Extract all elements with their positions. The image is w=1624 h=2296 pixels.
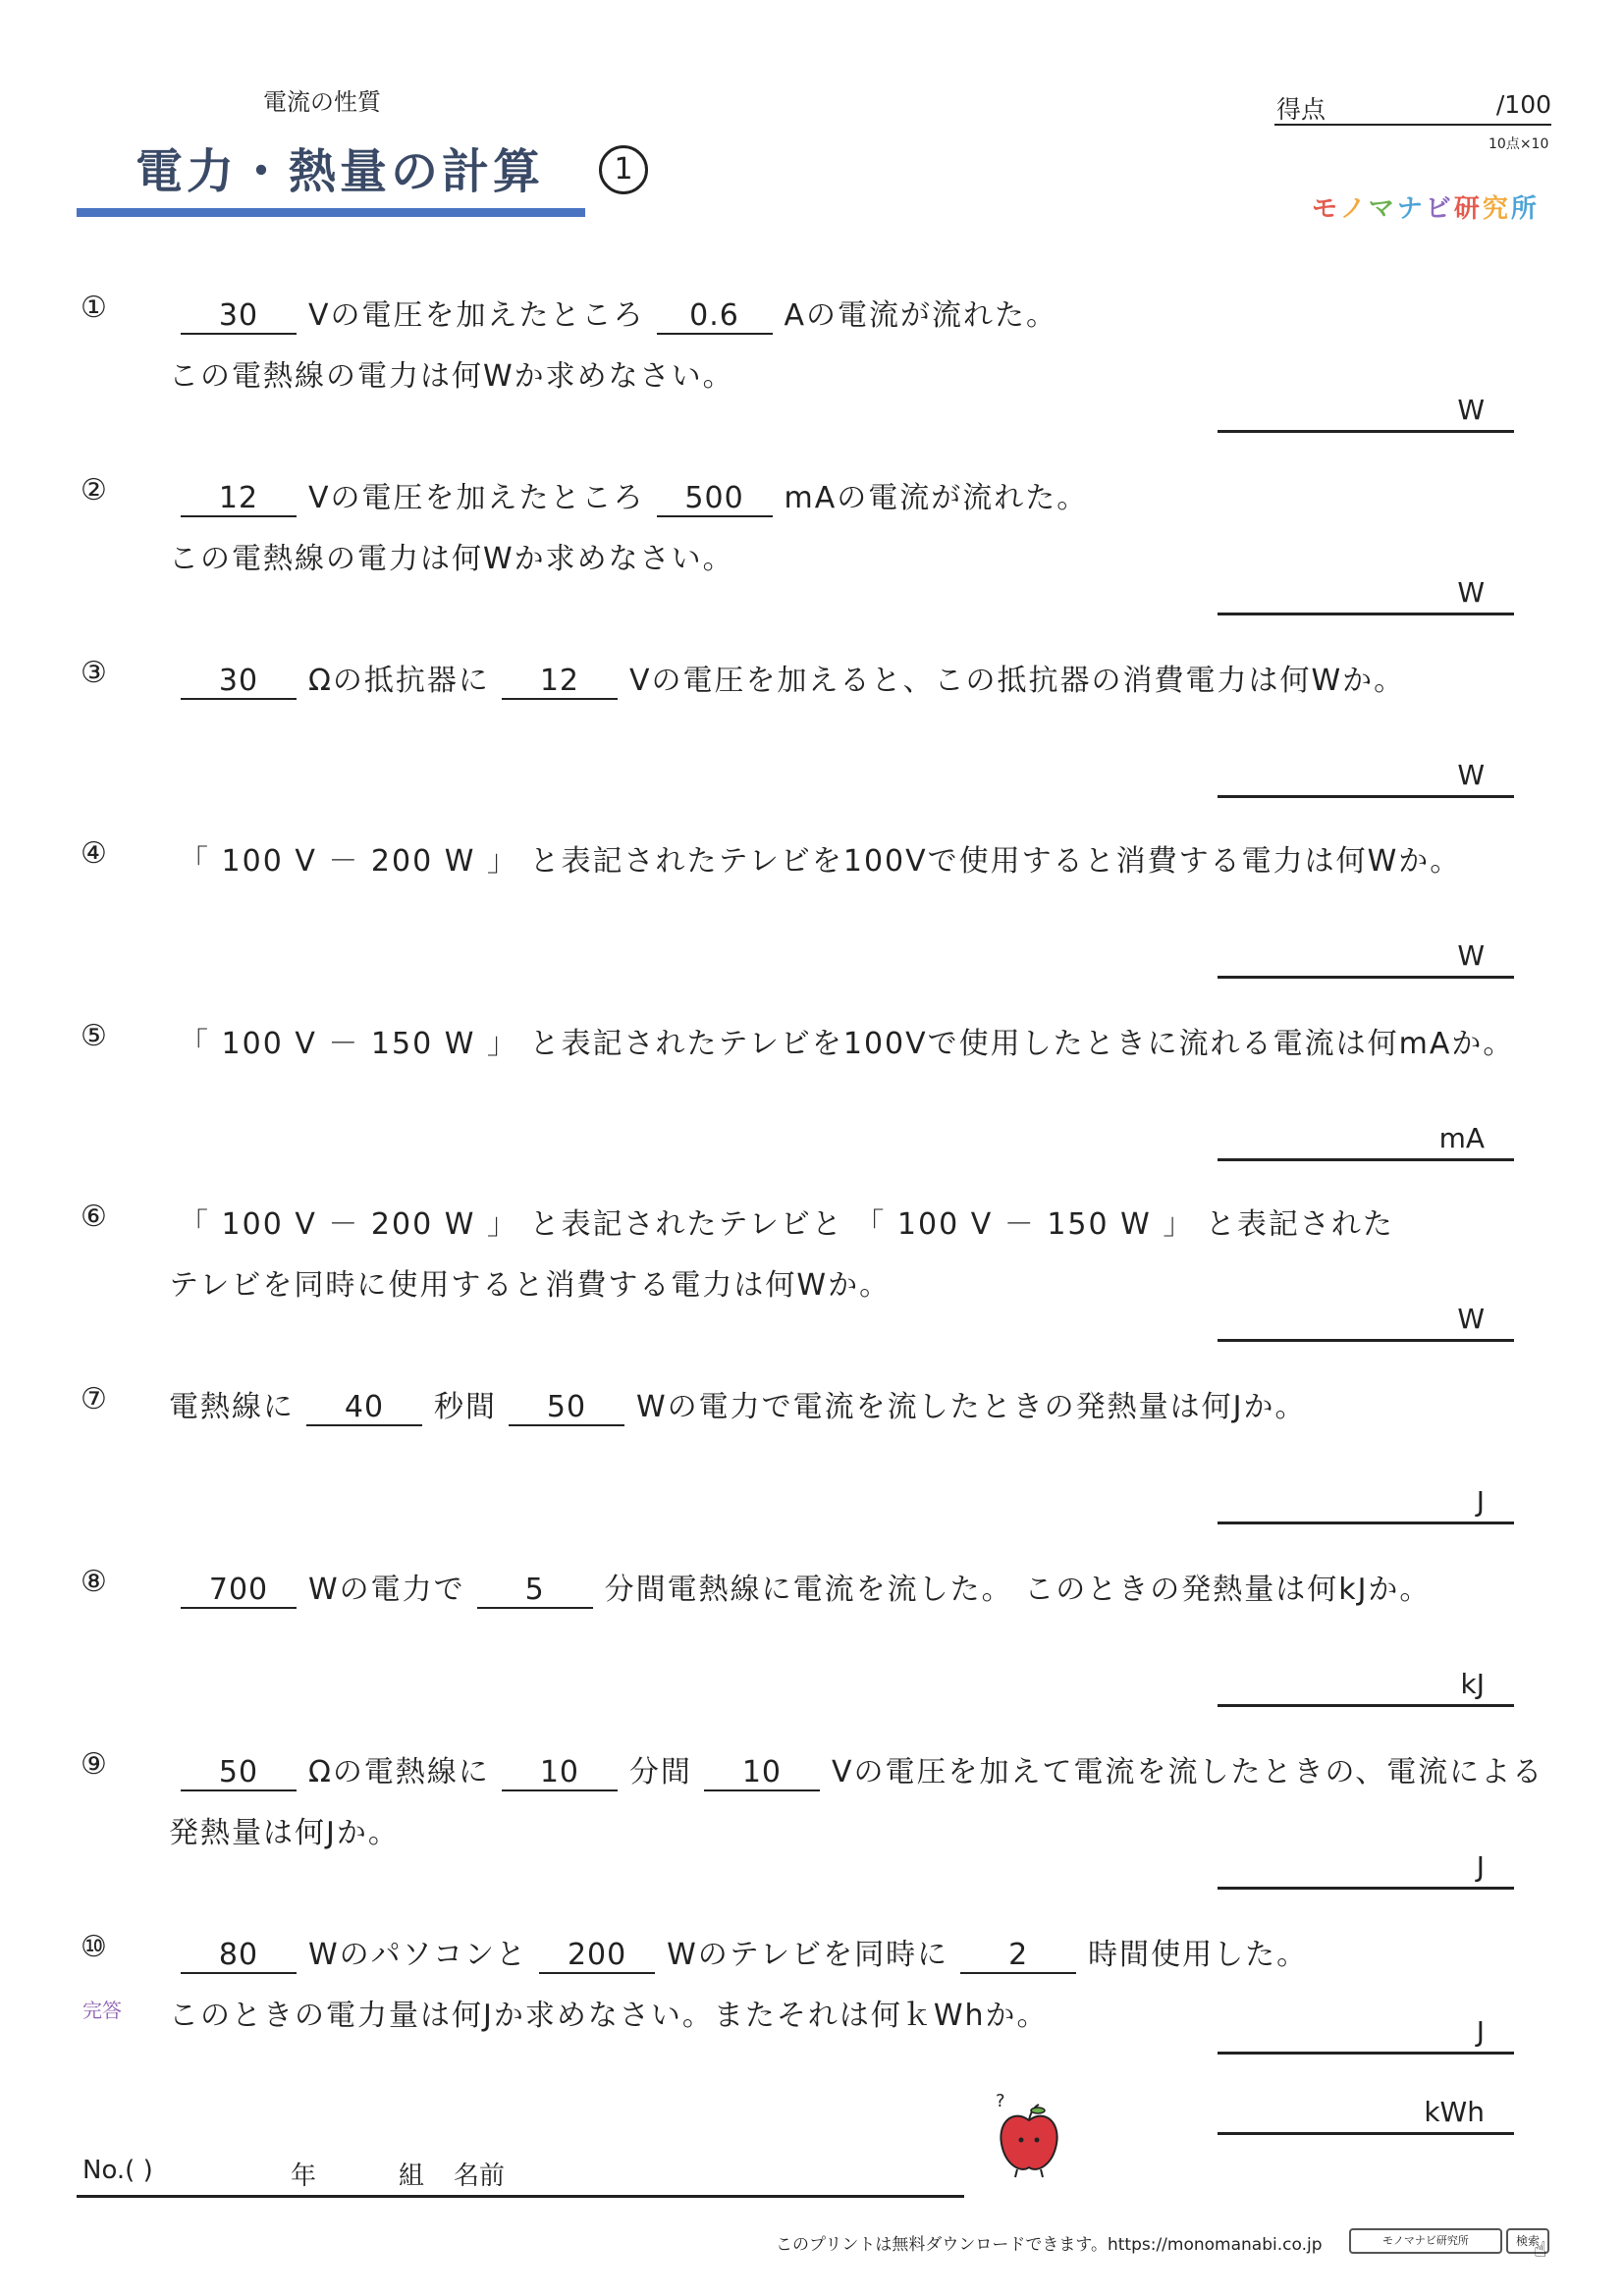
question-number: ⑩	[81, 1930, 107, 1964]
question-number: ⑤	[81, 1019, 107, 1053]
given-value-blank: 80	[181, 1938, 297, 1974]
question-text-line2: 発熱量は何Jか。	[169, 1816, 400, 1850]
brand-logo	[1312, 188, 1540, 225]
question-number: ⑨	[81, 1747, 107, 1782]
score-note: 10点×10	[1489, 136, 1549, 152]
answer-field[interactable]	[1218, 1665, 1514, 1707]
search-button: 検索	[1506, 2228, 1549, 2254]
question-text-segment: 秒間	[434, 1390, 497, 1424]
score-total: /100	[1495, 90, 1551, 119]
answer-unit: J	[1476, 1850, 1485, 1883]
given-value-blank: 12	[502, 664, 618, 700]
subject-label: 電流の性質	[263, 88, 381, 116]
given-value-blank: 10	[704, 1755, 820, 1791]
brand-char: ビ	[1425, 194, 1454, 224]
brand-char: ノ	[1339, 194, 1369, 224]
title-number: 1	[599, 145, 648, 194]
question-text-segment: Wの電力で	[308, 1573, 465, 1607]
question-number: ⑧	[81, 1565, 107, 1599]
question-text-segment: Vの電圧を加えたところ	[308, 298, 645, 333]
given-value-blank: 30	[181, 298, 297, 335]
answer-unit: kWh	[1424, 2096, 1485, 2128]
svg-text:?: ?	[996, 2091, 1005, 2111]
name-underline	[77, 2195, 964, 2198]
title-underline	[77, 208, 585, 217]
question-number: ②	[81, 473, 107, 507]
answer-field[interactable]	[1218, 2012, 1514, 2055]
student-number-label: No.( )	[82, 2156, 153, 2185]
question-text-segment: mAの電流が流れた。	[784, 481, 1089, 515]
score-field	[1274, 90, 1551, 126]
answer-unit: mA	[1438, 1122, 1485, 1154]
question-text-line2: この電熱線の電力は何Wか求めなさい。	[169, 542, 734, 576]
answer-field[interactable]	[1218, 1847, 1514, 1890]
hand-cursor-icon: ☝	[1534, 2238, 1547, 2263]
answer-unit: W	[1457, 759, 1485, 791]
brand-char: 研	[1453, 194, 1483, 224]
brand-char: 所	[1510, 194, 1540, 224]
question-text-line2: この電熱線の電力は何Wか求めなさい。	[169, 359, 734, 394]
question-text-segment: Vの電圧を加えたところ	[308, 481, 645, 515]
question-text-segment: Ωの抵抗器に	[308, 664, 490, 698]
year-label: 年	[291, 2162, 317, 2191]
score-label: 得点	[1276, 95, 1326, 124]
question-text	[169, 1382, 1307, 1426]
brand-char: ナ	[1396, 194, 1426, 224]
brand-char: モ	[1312, 194, 1340, 224]
question-text	[169, 291, 1057, 335]
question-text-segment: Wのパソコンと	[308, 1938, 528, 1972]
question-text-segment: Ωの電熱線に	[308, 1755, 490, 1789]
question-text-line2: このときの電力量は何Jか求めなさい。またそれは何ｋWhか。	[169, 1999, 1049, 2033]
given-value-blank: 0.6	[657, 298, 773, 335]
given-value-blank: 2	[960, 1938, 1076, 1974]
question-text-segment: 分間電熱線に電流を流した。 このときの発熱量は何kJか。	[604, 1573, 1432, 1607]
question-text	[169, 1565, 1431, 1609]
question-text-segment: Vの電圧を加えると、この抵抗器の消費電力は何Wか。	[628, 664, 1406, 698]
question-text-segment: 電熱線に	[169, 1390, 295, 1424]
question-text: 「 100 V － 200 W 」 と表記されたテレビと 「 100 V － 150 W 」 と表記された	[179, 1207, 1394, 1242]
given-value-blank: 5	[477, 1573, 593, 1609]
answer-unit: W	[1457, 939, 1485, 972]
question-number: ⑦	[81, 1382, 107, 1416]
given-value-blank: 200	[539, 1938, 655, 1974]
download-note: このプリントは無料ダウンロードできます。https://monomanabi.co.jp	[776, 2235, 1323, 2255]
given-value-blank: 50	[509, 1390, 624, 1426]
question-text-segment: 分間	[628, 1755, 692, 1789]
answer-unit: W	[1457, 576, 1485, 609]
question-number: ③	[81, 656, 107, 690]
apple-mascot-icon	[994, 2091, 1064, 2179]
question-text-segment: 時間使用した。	[1088, 1938, 1309, 1972]
class-label: 組	[399, 2162, 425, 2191]
question-text-segment: Wのテレビを同時に	[667, 1938, 949, 1972]
answer-field[interactable]	[1218, 391, 1514, 433]
brand-char: マ	[1368, 194, 1397, 224]
question-text-segment: Aの電流が流れた。	[784, 298, 1058, 333]
answer-field[interactable]	[1218, 1482, 1514, 1524]
answer-field[interactable]	[1218, 1300, 1514, 1342]
complete-answer-note: 完答	[82, 1999, 122, 2022]
answer-field[interactable]	[1218, 936, 1514, 979]
answer-unit: J	[1476, 2015, 1485, 2048]
answer-field[interactable]	[1218, 1119, 1514, 1161]
answer-field[interactable]	[1218, 573, 1514, 615]
question-text	[169, 1747, 1543, 1791]
question-text	[169, 473, 1088, 517]
given-value-blank: 10	[502, 1755, 618, 1791]
question-text	[169, 1930, 1308, 1974]
given-value-blank: 40	[306, 1390, 422, 1426]
given-value-blank: 50	[181, 1755, 297, 1791]
question-number: ①	[81, 291, 107, 325]
search-box: モノマナビ研究所	[1349, 2228, 1502, 2254]
answer-unit: kJ	[1460, 1668, 1485, 1700]
question-text	[169, 656, 1405, 700]
name-label: 名前	[454, 2162, 506, 2191]
question-text: 「 100 V － 200 W 」 と表記されたテレビを100Vで使用すると消費する電力は何Wか。	[179, 844, 1462, 879]
answer-unit: W	[1457, 1303, 1485, 1335]
page-title: 電力・熱量の計算	[135, 144, 545, 199]
answer-field[interactable]	[1218, 2093, 1514, 2135]
answer-unit: W	[1457, 394, 1485, 426]
question-number: ⑥	[81, 1200, 107, 1234]
question-text-segment: Wの電力で電流を流したときの発熱量は何Jか。	[636, 1390, 1307, 1424]
given-value-blank: 12	[181, 481, 297, 517]
question-text: 「 100 V － 150 W 」 と表記されたテレビを100Vで使用したときに流れる電流は何mAか。	[179, 1027, 1515, 1061]
brand-char: 究	[1482, 194, 1511, 224]
answer-field[interactable]	[1218, 756, 1514, 798]
given-value-blank: 500	[657, 481, 773, 517]
question-text-segment: Vの電圧を加えて電流を流したときの、電流による	[831, 1755, 1544, 1789]
answer-unit: J	[1476, 1485, 1485, 1518]
question-text-line2: テレビを同時に使用すると消費する電力は何Wか。	[169, 1268, 892, 1303]
question-number: ④	[81, 836, 107, 871]
given-value-blank: 700	[181, 1573, 297, 1609]
given-value-blank: 30	[181, 664, 297, 700]
